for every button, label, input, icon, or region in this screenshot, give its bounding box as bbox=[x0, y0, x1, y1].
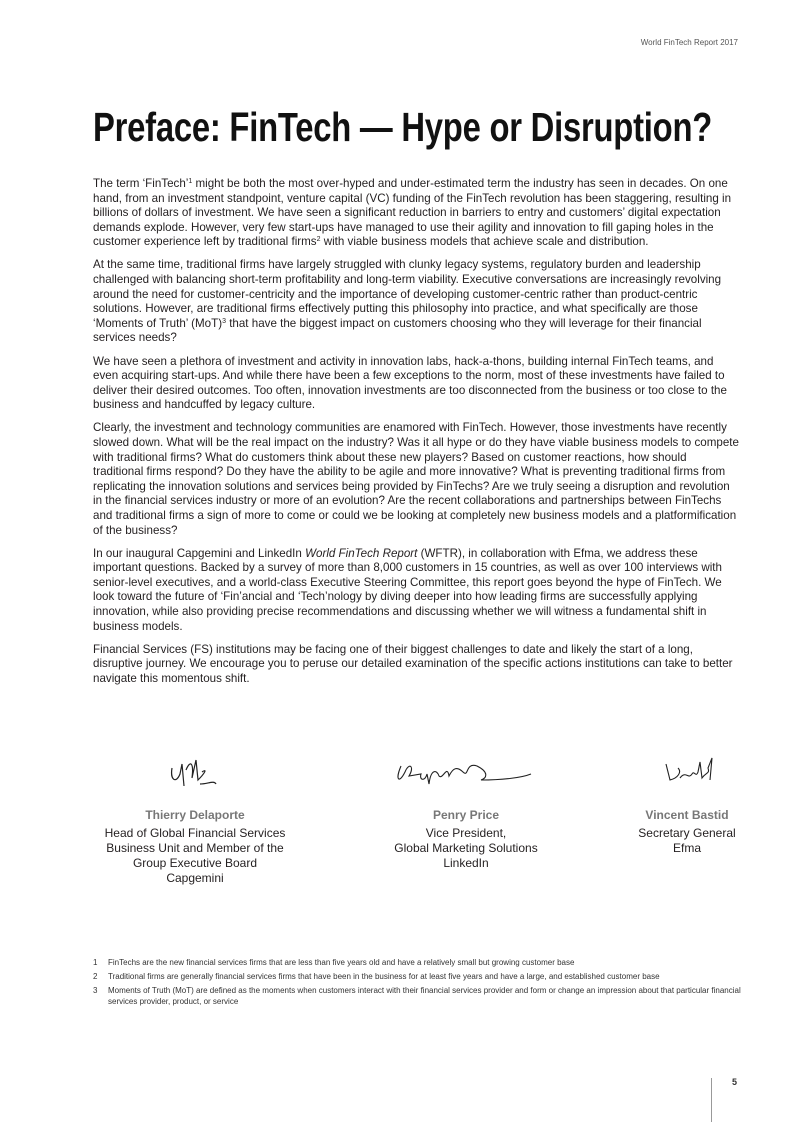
signature-image bbox=[652, 750, 722, 800]
paragraph-4: Clearly, the investment and technology communities are enamored with FinTech. However, those investments have recently slowed down. What will be the real impact on the industry? Was it all hype or do they have viable business models to compete with traditional firms? What do customers think about these new players? Based on customer reactions, how should traditional firms respond? Do they have the ability to be agile and more innovative? What is preventing traditional firms from replicating the innovation solutions and services being provided by FinTechs? Are we truly seeing a disruption and revolution in the financial services industry or more of an evolution? Are the recent collaborations and partnerships between FinTechs and traditional firms a sign of more to come or could we be looking at completely new business models and a platformification of the business? bbox=[93, 421, 739, 537]
footnote-ref-1[interactable]: 1 bbox=[188, 178, 193, 185]
paragraph-1 bbox=[93, 177, 739, 250]
running-header: World FinTech Report 2017 bbox=[640, 38, 738, 47]
text: might be both the most over-hyped and under-estimated term the industry has seen in decades. On one hand, from an investment standpoint, venture capital (VC) funding of the FinTech revolution has been staggering, resulting in billions of dollars of investment. We have seen a significant reduction in barriers to entry and customers’ digital expectation demands explode. However, very few start-ups have managed to use their agility and innovation to fill gaping holes in the customer experience left by traditional firms bbox=[93, 177, 732, 249]
page-title: Preface: FinTech — Hype or Disruption? bbox=[93, 104, 713, 150]
signatory-org: Capgemini bbox=[166, 871, 224, 885]
signatory-title: Business Unit and Member of the bbox=[106, 841, 284, 855]
signatory-price bbox=[366, 750, 566, 871]
footnote-text: Traditional firms are generally financial services firms that have been in the business for at least five years and have a large, and established customer base bbox=[108, 972, 660, 981]
preface-body bbox=[93, 177, 739, 695]
signatory-title: Group Executive Board bbox=[132, 856, 258, 870]
signatory-title: Global Marketing Solutions bbox=[394, 841, 538, 855]
footnote-ref-3[interactable]: 3 bbox=[222, 317, 226, 325]
signatory-name: Thierry Delaporte bbox=[145, 808, 245, 822]
signatory-bastid bbox=[597, 750, 777, 856]
text: (WFTR), in collaboration with Efma, we address these important questions. Backed by a survey of more than 8,000 customers in 15 countries, as well as over 100 interviews with senior-level executives, and a world-class Executive Steering Committee, this report goes beyond the hype of FinTech. We look toward the future of ‘Fin’ancial and ‘Tech’nology by diving deeper into how leading firms are successfully applying innovation, while also providing precise recommendations and discussing whether we will witness a fundamental shift in business models. bbox=[93, 546, 722, 633]
footnote-ref-2[interactable]: 2 bbox=[316, 236, 321, 244]
footnote-number: 1 bbox=[93, 958, 98, 967]
signature-image bbox=[160, 750, 230, 800]
report-title: World FinTech Report bbox=[305, 546, 418, 560]
signatory-name: Vincent Bastid bbox=[645, 808, 729, 822]
footnote-number: 2 bbox=[93, 972, 98, 981]
signatory-name: Penry Price bbox=[432, 808, 500, 822]
signatory-title: Head of Global Financial Services bbox=[104, 826, 286, 840]
text: In our inaugural Capgemini and LinkedIn bbox=[93, 546, 306, 560]
paragraph-3: We have seen a plethora of investment and activity in innovation labs, hack-a-thons, building internal FinTech teams, and even acquiring start-ups. And while there have been a few exceptions to the norm, most of these investments have failed to deliver their desired outcomes. Too often, innovation investments are too disconnected from the business or too close to the business and handcuffed by legacy culture. bbox=[93, 354, 727, 412]
paragraph-6: Financial Services (FS) institutions may be facing one of their biggest challenges to date and likely the start of a long, disruptive journey. We encourage you to peruse our detailed examination of the specific actions institutions can take to better navigate this momentous shift. bbox=[93, 642, 733, 685]
footnotes bbox=[93, 957, 753, 1010]
text: that have the biggest impact on customers choosing who they will leverage for their financial services needs? bbox=[93, 316, 702, 345]
text: At the same time, traditional firms have largely struggled with clunky legacy systems, regulatory burden and leadership challenged with balancing short-term profitability and long-term viability. Executive conversations are increasingly revolving around the need for customer-centricity and the importance of developing customer-centric rather than product-centric solutions. However, are traditional firms effectively putting this philosophy into practice, and what specifically are those ‘Moments of Truth’ (MoT) bbox=[93, 258, 722, 330]
text: The term ‘FinTech’ bbox=[93, 177, 189, 190]
page-number-divider bbox=[711, 1078, 712, 1122]
signatory-delaporte bbox=[95, 750, 295, 886]
signature-image bbox=[391, 750, 541, 800]
page-number: 5 bbox=[732, 1077, 738, 1087]
paragraph-5 bbox=[93, 547, 739, 635]
footnote-1 bbox=[93, 957, 753, 968]
signatory-title: Secretary General bbox=[638, 826, 736, 840]
footnote-2 bbox=[93, 971, 753, 982]
signatory-org: LinkedIn bbox=[443, 856, 489, 870]
footnote-text: Moments of Truth (MoT) are defined as the moments when customers interact with their financial services provider and form or change an impression about that particular financial services provider, product, or service bbox=[108, 986, 741, 1006]
footnote-3 bbox=[93, 985, 753, 1007]
text: with viable business models that achieve scale and distribution. bbox=[320, 235, 649, 249]
footnote-number: 3 bbox=[93, 986, 98, 995]
paragraph-2 bbox=[93, 258, 739, 346]
signatory-org: Efma bbox=[672, 841, 701, 855]
signatory-title: Vice President, bbox=[425, 826, 507, 840]
footnote-text: FinTechs are the new financial services firms that are less than five years old and have a relatively small but growing customer base bbox=[108, 958, 575, 967]
